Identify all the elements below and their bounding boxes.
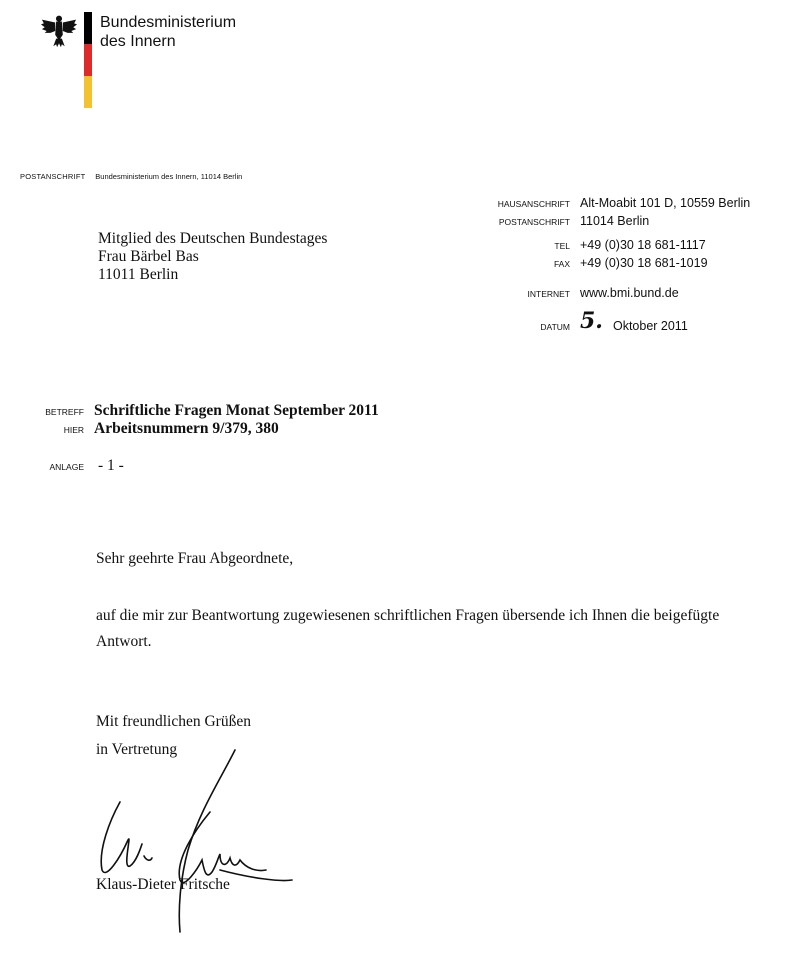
anlage-label: ANLAGE (49, 462, 84, 472)
postanschrift-value: 11014 Berlin (580, 214, 650, 228)
body-paragraph: auf die mir zur Beantwortung zugewiesenen schriftlichen Fragen übersende ich Ihnen die beigefügte Antwort. (96, 607, 720, 650)
postanschrift-label: POSTANSCHRIFT (498, 217, 570, 227)
recipient-line-3: 11011 Berlin (98, 266, 179, 283)
datum-day-handwritten: 5. (580, 308, 603, 334)
closing-line-1: Mit freundlichen Grüßen (96, 713, 251, 730)
recipient-line-1: Mitglied des Deutschen Bundestages (98, 230, 328, 247)
hausanschrift-row (470, 196, 790, 214)
postanschrift-row (470, 214, 790, 232)
tel-row (470, 238, 790, 256)
anlage-row (20, 457, 124, 475)
datum-value (580, 310, 688, 336)
betreff-value: Schriftliche Fragen Monat September 2011 (94, 402, 379, 419)
salutation: Sehr geehrte Frau Abgeordnete, (96, 550, 294, 567)
recipient-address (98, 230, 327, 284)
ministry-line-1: Bundesministerium (100, 14, 237, 31)
internet-value: www.bmi.bund.de (580, 286, 679, 300)
postal-line-label: POSTANSCHRIFT (20, 172, 86, 181)
tel-label: TEL (554, 241, 570, 251)
ministry-name (100, 13, 236, 51)
subject-block (20, 402, 379, 438)
fax-value: +49 (0)30 18 681-1019 (580, 256, 708, 270)
german-flag-bar (84, 12, 92, 108)
signer-name: Klaus-Dieter Fritsche (96, 876, 230, 893)
datum-row (470, 310, 790, 332)
handwritten-signature (80, 740, 310, 940)
betreff-row (20, 402, 379, 420)
closing-line-2: in Vertretung (96, 741, 178, 758)
hier-row (20, 420, 379, 438)
ministry-line-2: des Innern (100, 33, 176, 50)
tel-value: +49 (0)30 18 681-1117 (580, 238, 706, 252)
hier-value: Arbeitsnummern 9/379, 380 (94, 420, 279, 437)
internet-row (470, 286, 790, 304)
betreff-label: BETREFF (45, 407, 84, 417)
fax-label: FAX (553, 259, 570, 269)
contact-block (470, 196, 790, 332)
hausanschrift-label: HAUSANSCHRIFT (497, 199, 570, 209)
sender-postal-line (20, 172, 242, 181)
internet-label: INTERNET (527, 289, 570, 299)
postal-line-value: Bundesministerium des Innern, 11014 Berlin (95, 172, 243, 181)
federal-eagle-icon (40, 12, 78, 50)
hausanschrift-value: Alt-Moabit 101 D, 10559 Berlin (580, 196, 751, 210)
fax-row (470, 256, 790, 274)
datum-label: DATUM (540, 322, 570, 332)
recipient-line-2: Frau Bärbel Bas (98, 248, 199, 265)
hier-label: HIER (63, 425, 84, 435)
anlage-value: - 1 - (98, 457, 124, 474)
datum-month-year: Oktober 2011 (612, 319, 688, 333)
